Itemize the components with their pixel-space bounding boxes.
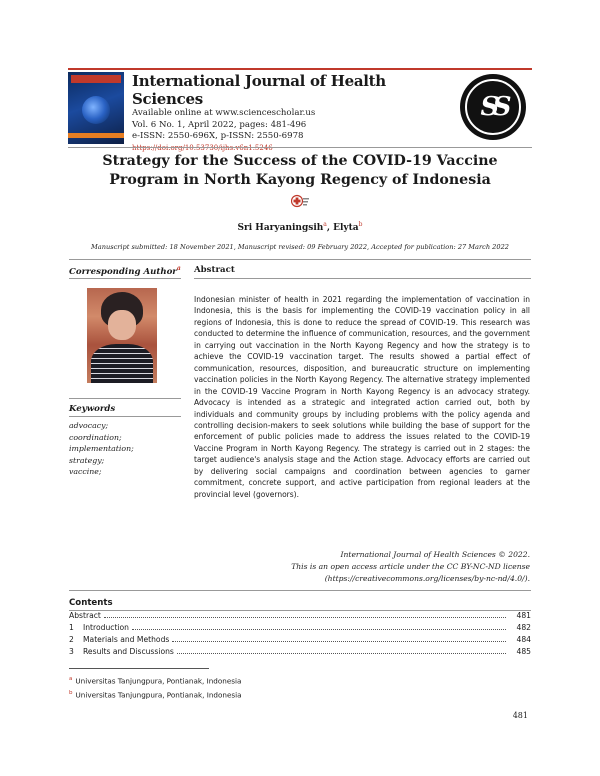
affiliation-mark: b: [358, 221, 363, 228]
license-line: This is an open access article under the CC BY-NC-ND license: [291, 562, 530, 571]
toc-entry[interactable]: 3 Results and Discussions 485: [69, 647, 531, 656]
keyword: coordination;: [69, 432, 122, 442]
keyword-list: [69, 420, 134, 478]
crossmark-icon[interactable]: [291, 194, 309, 208]
journal-availability: Available online at www.sciencescholar.us: [132, 108, 316, 118]
license-notice: [230, 549, 530, 585]
table-of-contents: [69, 610, 531, 659]
divider: [69, 416, 181, 417]
license-link[interactable]: (https://creativecommons.org/licenses/by-nc-nd/4.0/).: [324, 574, 530, 583]
contents-heading: Contents: [69, 598, 113, 608]
article-title: Strategy for the Success of the COVID-19 Vaccine Program in North Kayong Regency of Indonesia: [102, 153, 498, 188]
page-number: 481: [512, 711, 528, 720]
corresponding-author-heading: Corresponding Author$^a$: [69, 265, 181, 277]
journal-title: International Journal of Health Sciences: [132, 72, 386, 108]
journal-header: [68, 68, 532, 148]
divider: [194, 278, 531, 279]
footnote-rule: [69, 668, 209, 669]
toc-entry[interactable]: 1 Introduction 482: [69, 623, 531, 632]
manuscript-dates: Manuscript submitted: 18 November 2021, Manuscript revised: 09 February 2022, Accepted for publication: 27 March 2022: [91, 243, 509, 251]
journal-volume: Vol. 6 No. 1, April 2022, pages: 481-496: [132, 119, 307, 130]
toc-entry[interactable]: 2 Materials and Methods 484: [69, 635, 531, 644]
abstract-body: Indonesian minister of health in 2021 regarding the implementation of vaccination in Indonesia, this is the basis for implementing the COVID-19 vaccination policy in all regions of Indonesia, this is done to reduce the spread of COVID-19. This research was conducted to determine the influence of communication, resources, and the government in carrying out vaccination in the North Kayong Regency and how the strategy is to achieve the COVID-19 vaccination target. The results showed a partial effect of communication, resources, disposition, and bureaucratic structure on implementing vaccination policies in the North Kayong Regency. The alternative strategy implemented in the COVID-19 Vaccine Program in North Kayong Regency is an advocacy strategy. Advocacy is intended as a strategic and integrated action carried out, both by individuals and community groups by including problems with the policy agenda and controlling decision-makers to seek solutions while building the base of support for the enforcement of public policies made to address the issues related to the COVID-19 Vaccine Program in North Kayong Regency. The strategy is carried out in 2 stages: the target audience's analysis stage and the Action stage. Advocacy efforts are carried out by delivering social campaigns and coordination between agencies to garner commitment, concrete support, and active participation from regional leaders at the provincial level (governors).: [194, 295, 530, 499]
divider: [69, 398, 181, 399]
author-name: Elyta: [333, 223, 359, 233]
publisher-logo: SS: [460, 74, 526, 140]
journal-cover-image: [68, 72, 124, 144]
copyright-line: International Journal of Health Sciences © 2022.: [340, 550, 530, 559]
journal-issn: e-ISSN: 2550-696X, p-ISSN: 2550-6978: [132, 131, 304, 141]
affiliation-mark: a: [323, 221, 327, 228]
author-name: Sri Haryaningsih: [237, 223, 324, 233]
header-bottom-rule: [68, 147, 532, 148]
keyword: vaccine;: [69, 467, 102, 477]
footnote: $^a$ Universitas Tanjungpura, Pontianak, Indonesia: [69, 676, 242, 686]
footnotes: [69, 673, 242, 702]
author-photo: [87, 288, 157, 383]
abstract-heading: Abstract: [194, 265, 235, 275]
keywords-heading: Keywords: [69, 404, 116, 414]
footnote: $^b$ Universitas Tanjungpura, Pontianak, Indonesia: [69, 690, 242, 700]
keyword: implementation;: [69, 444, 134, 454]
toc-entry[interactable]: Abstract 481: [69, 611, 531, 620]
author-line: Sri Haryaningsih$^a$, Elyta$^b$: [237, 221, 363, 233]
header-top-rule: [68, 68, 532, 70]
divider: [69, 590, 531, 591]
divider: [69, 259, 531, 260]
divider: [69, 278, 181, 279]
keyword: advocacy;: [69, 421, 109, 430]
journal-info: [132, 72, 452, 152]
keyword: strategy;: [69, 455, 105, 465]
